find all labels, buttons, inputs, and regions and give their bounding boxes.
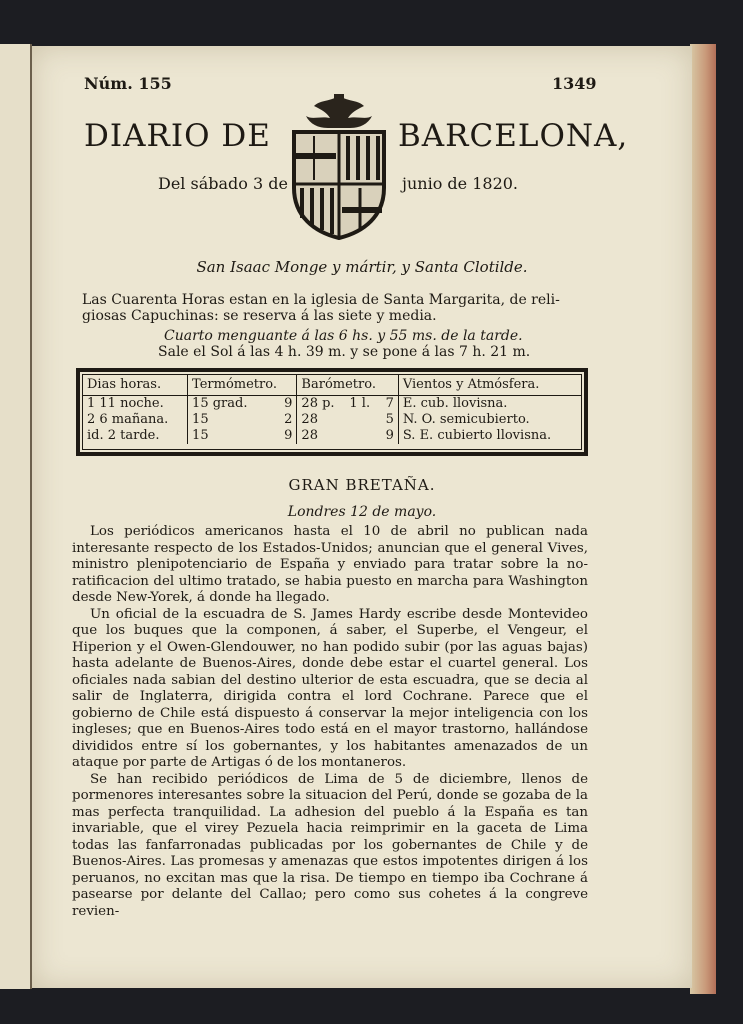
date-right: junio de 1820. <box>402 174 519 193</box>
cell <box>345 428 378 444</box>
masthead-left: DIARIO DE <box>84 118 271 154</box>
cell: 7 <box>385 396 394 411</box>
cell: 28 <box>297 428 345 444</box>
dateline: Londres 12 de mayo. <box>287 504 437 520</box>
weather-table-header <box>83 375 581 396</box>
moon-phase: Cuarto menguante á las 6 hs. y 55 ms. de la tarde. <box>164 328 523 344</box>
cell: 9 <box>284 396 293 411</box>
facing-page-edge <box>0 44 32 989</box>
header-thermometer: Termómetro. <box>188 375 297 396</box>
page-number: 1349 <box>552 74 597 93</box>
cell <box>345 412 378 428</box>
cell: id. 2 tarde. <box>87 428 160 443</box>
cell: 28 p. <box>297 396 345 413</box>
newspaper-page <box>32 46 692 988</box>
cell: N. O. semicubierto. <box>398 412 581 428</box>
paragraph: Se han recibido periódicos de Lima de 5 de diciembre, llenos de pormenores interesantes sobre la situacion del Perú, donde se gozaba de la mas perfecta tranquilidad. La adhesion del pueblo á la España es tan invariable, que el virey Pezuela hacia reimprimir en la gaceta de Lima todas las fanfarronadas publicadas por los gobernantes de Chile y de Buenos-Aires. Las promesas y amenazas que estos impotentes dirigen á los peruanos, no excitan mas que la risa. De tiempo en tiempo iba Cochrane á pasearse por delante del Callao; pero como sus cohetes á la congreve revien- <box>72 771 588 919</box>
saints-of-day: San Isaac Monge y mártir, y Santa Clotilde. <box>196 258 528 276</box>
notice-line: giosas Capuchinas: se reserva á las siete y media. <box>82 308 437 324</box>
cell: 5 <box>385 412 394 427</box>
page-stack-edge <box>690 44 716 994</box>
notice-line: Las Cuarenta Horas estan en la iglesia de Santa Margarita, de reli- <box>82 292 560 308</box>
article-body <box>72 524 588 920</box>
table-row <box>83 396 581 413</box>
sunrise-sunset: Sale el Sol á las 4 h. 39 m. y se pone á las 7 h. 21 m. <box>158 344 531 360</box>
cell: E. cub. llovisna. <box>398 396 581 413</box>
cell: 1 11 noche. <box>87 396 164 411</box>
section-title: GRAN BRETAÑA. <box>288 476 436 494</box>
cell: S. E. cubierto llovisna. <box>398 428 581 444</box>
paragraph: Los periódicos americanos hasta el 10 de abril no publican nada interesante respecto de los Estados-Unidos; anuncian que el general Vives, ministro plenipotenciario de España y enviado para tratar sobre la no-ratificacion del ultimo tratado, se habia puesto en marcha para Washington desde New-Yorek, á donde ha llegado. <box>72 524 588 605</box>
issue-number: Núm. 155 <box>84 74 172 93</box>
cell: 9 <box>385 428 394 443</box>
table-row <box>83 412 581 428</box>
paragraph: Un oficial de la escuadra de S. James Hardy escribe desde Montevideo que los buques que la componen, á saber, el Superbe, el Vengeur, el Hiperion y el Owen-Glendouwer, no han podido subir (por las aguas bajas) hasta adelante de Buenos-Aires, donde debe estar el cuartel general. Los oficiales nada sabian del destino ulterior de esta escuadra, que se decia al salir de Inglaterra, dirigida contra el lord Cochrane. Parece que el gobierno de Chile está dispuesto á conservar la mejor inteligencia con los ingleses; que en Buenos-Aires todo está en el mayor trastorno, hallándose divididos entre sí los gobernantes, y los habitantes amenazados de un ataque por parte de Artigas ó de los montaneros. <box>72 606 588 770</box>
table-row <box>83 428 581 444</box>
coat-of-arms-icon <box>284 92 394 240</box>
cell: 2 6 mañana. <box>87 412 169 427</box>
cell: 15 grad. <box>188 396 275 413</box>
header-winds: Vientos y Atmósfera. <box>398 375 581 396</box>
date-left: Del sábado 3 de <box>158 174 288 193</box>
cell: 2 <box>284 412 293 427</box>
cell: 15 <box>188 412 275 428</box>
header-barometer: Barómetro. <box>297 375 398 396</box>
weather-table <box>76 368 588 456</box>
cell: 9 <box>284 428 293 443</box>
cell: 28 <box>297 412 345 428</box>
header-days: Dias horas. <box>83 375 188 396</box>
masthead-right: BARCELONA, <box>398 118 629 154</box>
cell: 1 l. <box>349 396 371 411</box>
cell: 15 <box>188 428 275 444</box>
